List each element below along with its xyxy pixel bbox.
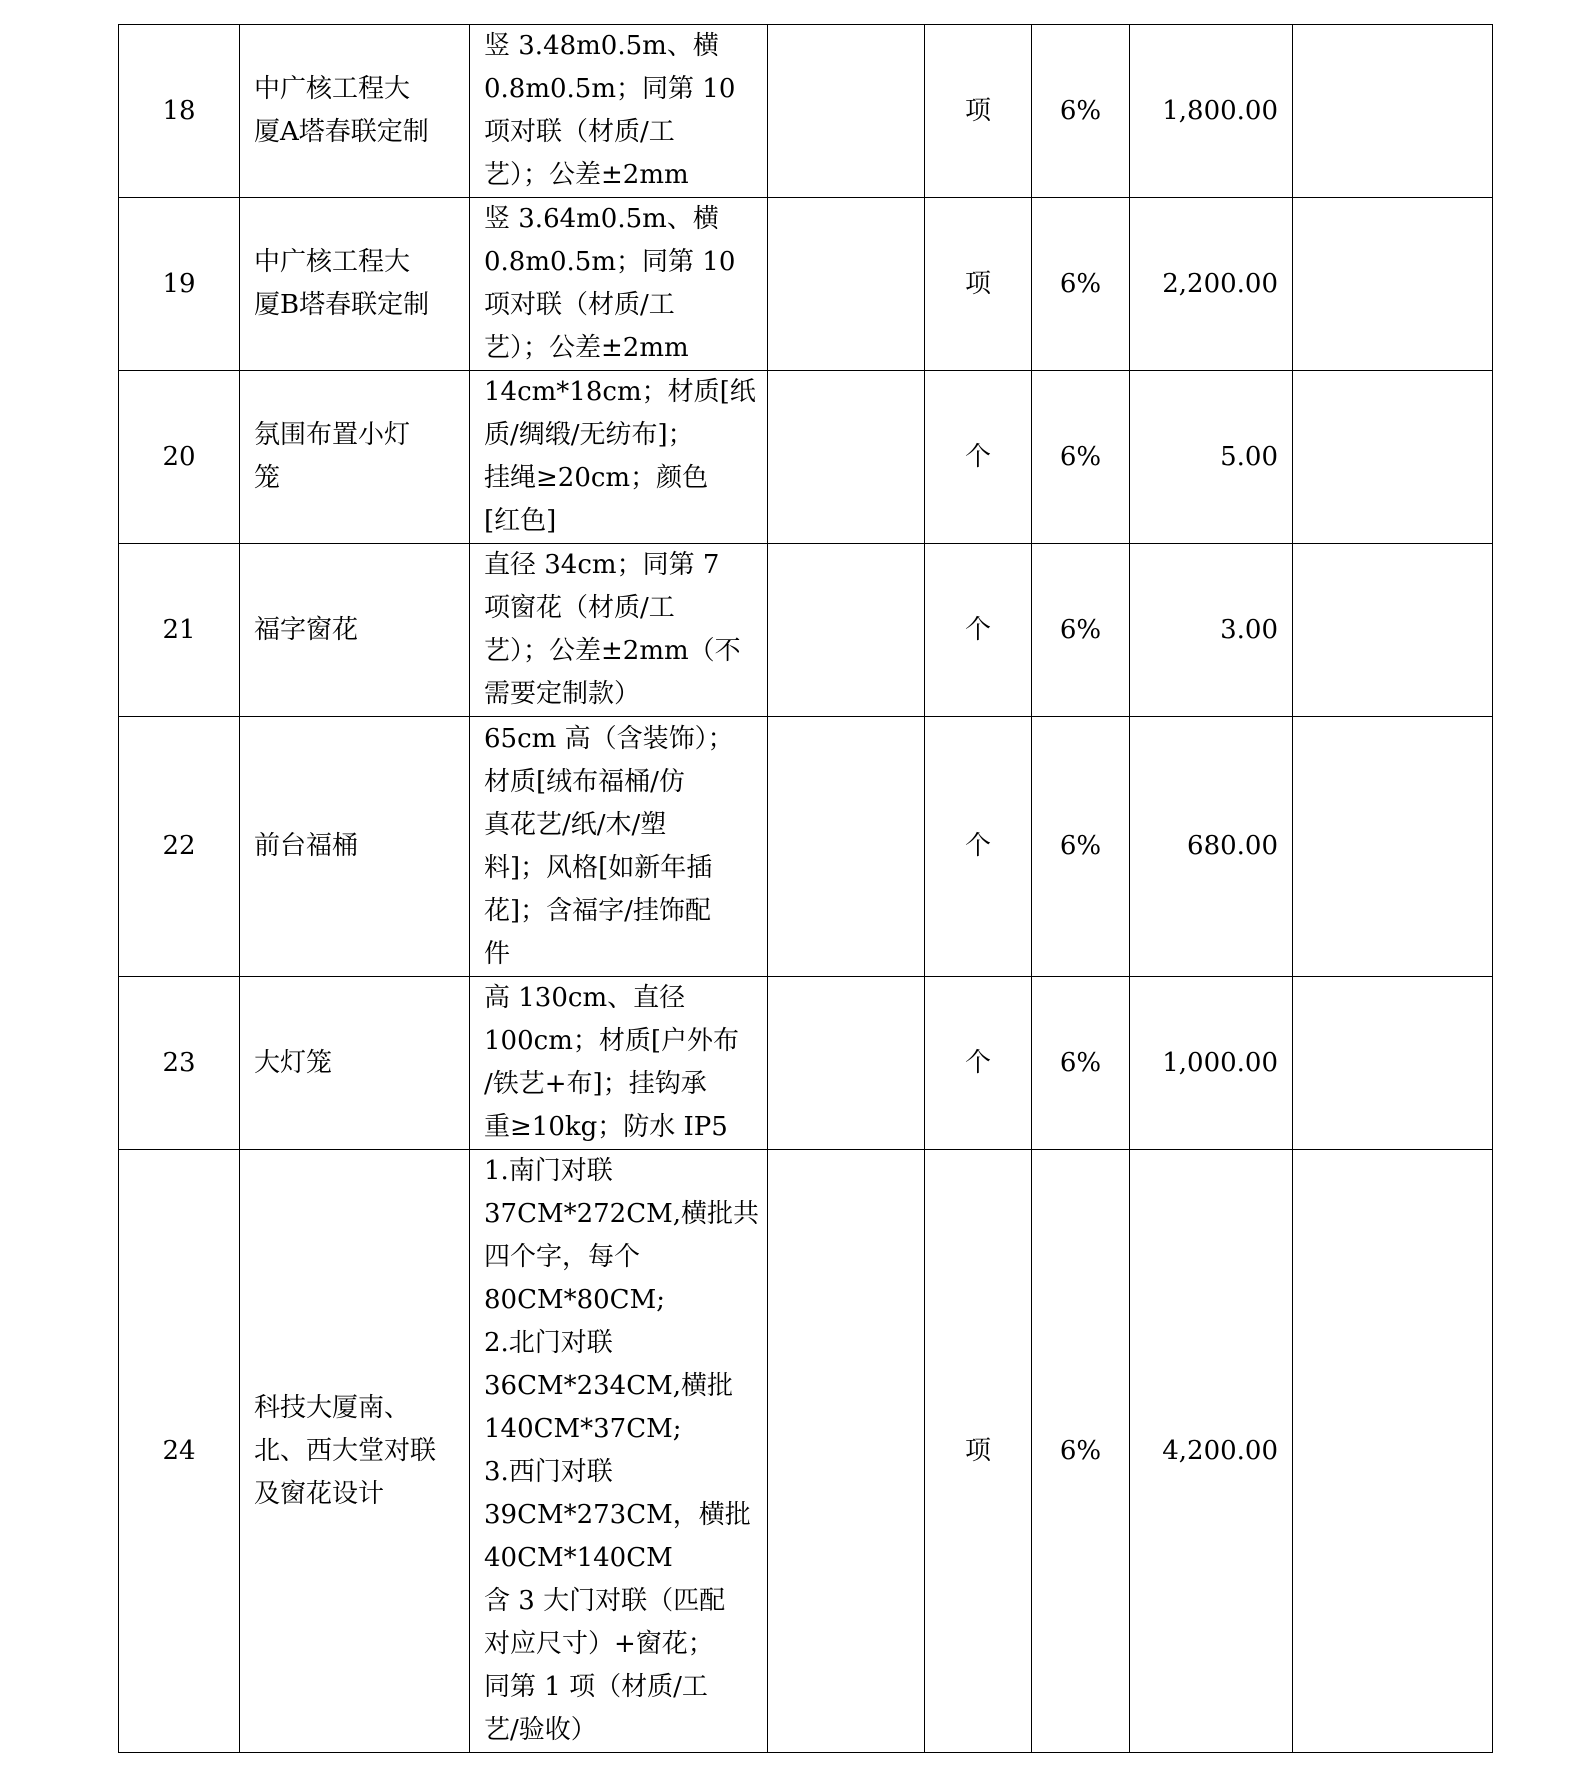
item-spec-cell-line: 高 130cm、直径 xyxy=(484,983,686,1013)
item-spec-cell-line: 质/绸缎/无纺布]； xyxy=(484,420,694,450)
amount-cell-text: 5.00 xyxy=(1220,441,1279,472)
unit-cell-text: 个 xyxy=(965,614,992,645)
item-name-cell-line: 中广核工程大 xyxy=(254,74,411,104)
item-spec-cell-line: 0.8m0.5m；同第 10 xyxy=(484,74,736,104)
item-name-cell-line: 厦B塔春联定制 xyxy=(254,290,430,320)
item-spec-cell-line: 项窗花（材质/工 xyxy=(484,593,675,623)
item-spec-cell-line: 真花艺/纸/木/塑 xyxy=(484,809,667,840)
tax-rate-cell-text: 6% xyxy=(1059,1047,1102,1078)
item-spec-cell-line: 1.南门对联 xyxy=(484,1156,613,1186)
item-spec-cell-line: 材质[绒布福桶/仿 xyxy=(484,766,685,797)
unit-cell xyxy=(925,1150,1032,1753)
item-name-cell xyxy=(240,198,470,371)
tax-rate-cell xyxy=(1032,977,1130,1150)
table-row xyxy=(119,1150,1493,1753)
item-spec-cell-line: 挂绳≥20cm；颜色 xyxy=(484,463,709,493)
amount-cell-text: 4,200.00 xyxy=(1162,1435,1279,1466)
item-spec-cell-line: 2.北门对联 xyxy=(484,1328,613,1358)
blank-cell xyxy=(768,977,925,1150)
quote-table xyxy=(118,24,1493,1753)
table-row xyxy=(119,198,1493,371)
item-name-cell-line: 及窗花设计 xyxy=(254,1478,385,1509)
row-number-cell-text: 19 xyxy=(162,268,196,299)
row-number-cell-text: 20 xyxy=(162,441,196,472)
item-name-cell xyxy=(240,544,470,717)
remark-cell xyxy=(1293,371,1493,544)
item-spec-cell-line: 对应尺寸）+窗花； xyxy=(484,1629,714,1659)
tax-rate-cell-text: 6% xyxy=(1059,268,1102,299)
amount-cell-text: 3.00 xyxy=(1220,614,1279,645)
unit-cell xyxy=(925,544,1032,717)
tax-rate-cell xyxy=(1032,198,1130,371)
item-spec-cell-line: 艺）；公差±2mm xyxy=(484,333,689,363)
item-name-cell xyxy=(240,1150,470,1753)
amount-cell xyxy=(1130,25,1293,198)
amount-cell xyxy=(1130,977,1293,1150)
item-name-cell-line: 北、西大堂对联 xyxy=(254,1435,437,1466)
tax-rate-cell-text: 6% xyxy=(1059,614,1102,645)
row-number-cell xyxy=(119,198,240,371)
table-row xyxy=(119,717,1493,977)
item-spec-cell-line: 艺/验收） xyxy=(484,1715,597,1745)
tax-rate-cell xyxy=(1032,717,1130,977)
item-name-cell-line: 科技大厦南、 xyxy=(254,1392,411,1423)
item-spec-cell-line: 39CM*273CM，横批 xyxy=(484,1500,751,1530)
blank-cell xyxy=(768,371,925,544)
unit-cell xyxy=(925,25,1032,198)
tax-rate-cell xyxy=(1032,1150,1130,1753)
item-name-cell-line: 氛围布置小灯 xyxy=(254,420,411,450)
table-row xyxy=(119,25,1493,198)
item-spec-cell xyxy=(470,1150,768,1753)
tax-rate-cell-text: 6% xyxy=(1059,95,1102,126)
item-spec-cell-line: 100cm；材质[户外布 xyxy=(484,1026,739,1056)
row-number-cell-text: 18 xyxy=(162,95,196,126)
item-spec-cell-line: 含 3 大门对联（匹配 xyxy=(484,1586,726,1616)
item-spec-cell-line: [红色] xyxy=(484,506,557,536)
blank-cell xyxy=(768,544,925,717)
item-spec-cell-line: 3.西门对联 xyxy=(484,1457,613,1487)
item-spec-cell-line: 件 xyxy=(484,938,511,969)
blank-cell xyxy=(768,25,925,198)
blank-cell xyxy=(768,1150,925,1753)
tax-rate-cell-text: 6% xyxy=(1059,441,1102,472)
row-number-cell xyxy=(119,977,240,1150)
amount-cell-text: 1,800.00 xyxy=(1162,95,1279,126)
item-spec-cell xyxy=(470,25,768,198)
item-name-cell-line: 大灯笼 xyxy=(254,1047,333,1078)
row-number-cell-text: 23 xyxy=(162,1047,196,1078)
amount-cell-text: 680.00 xyxy=(1187,831,1279,861)
amount-cell xyxy=(1130,198,1293,371)
unit-cell-text: 个 xyxy=(965,441,992,472)
remark-cell xyxy=(1293,25,1493,198)
item-name-cell-line: 中广核工程大 xyxy=(254,247,411,277)
table-body xyxy=(119,25,1493,1753)
item-spec-cell-line: /铁艺+布]；挂钩承 xyxy=(484,1069,707,1099)
tax-rate-cell xyxy=(1032,544,1130,717)
item-spec-cell-line: 项对联（材质/工 xyxy=(484,117,675,147)
amount-cell xyxy=(1130,717,1293,977)
item-name-cell xyxy=(240,977,470,1150)
row-number-cell xyxy=(119,25,240,198)
item-spec-cell xyxy=(470,977,768,1150)
amount-cell xyxy=(1130,544,1293,717)
table-row xyxy=(119,544,1493,717)
unit-cell xyxy=(925,717,1032,977)
item-spec-cell-line: 花]；含福字/挂饰配 xyxy=(484,895,711,926)
table-row xyxy=(119,977,1493,1150)
unit-cell-text: 项 xyxy=(965,268,992,299)
item-spec-cell-line: 重≥10kg；防水 IP5 xyxy=(484,1112,728,1142)
item-spec-cell xyxy=(470,544,768,717)
row-number-cell xyxy=(119,1150,240,1753)
item-spec-cell xyxy=(470,371,768,544)
item-spec-cell-line: 40CM*140CM xyxy=(484,1543,673,1573)
remark-cell xyxy=(1293,198,1493,371)
remark-cell xyxy=(1293,544,1493,717)
remark-cell xyxy=(1293,977,1493,1150)
item-spec-cell xyxy=(470,198,768,371)
remark-cell xyxy=(1293,1150,1493,1753)
item-name-cell-line: 厦A塔春联定制 xyxy=(254,117,429,147)
item-spec-cell-line: 艺）；公差±2mm（不 xyxy=(484,636,741,666)
row-number-cell xyxy=(119,544,240,717)
item-name-cell-line: 笼 xyxy=(254,463,281,493)
item-spec-cell-line: 80CM*80CM; xyxy=(484,1285,665,1315)
unit-cell-text: 项 xyxy=(965,95,992,126)
item-spec-cell-line: 竖 3.64m0.5m、横 xyxy=(484,204,719,234)
blank-cell xyxy=(768,717,925,977)
unit-cell-text: 个 xyxy=(965,831,992,861)
item-spec-cell-line: 需要定制款） xyxy=(484,679,641,709)
remark-cell xyxy=(1293,717,1493,977)
row-number-cell-text: 22 xyxy=(162,831,196,861)
item-spec-cell-line: 65cm 高（含装饰）； xyxy=(484,723,734,754)
row-number-cell xyxy=(119,717,240,977)
amount-cell-text: 1,000.00 xyxy=(1162,1047,1279,1078)
item-spec-cell-line: 四个字，每个 xyxy=(484,1242,641,1272)
amount-cell xyxy=(1130,371,1293,544)
tax-rate-cell xyxy=(1032,25,1130,198)
blank-cell xyxy=(768,198,925,371)
row-number-cell-text: 24 xyxy=(162,1435,196,1466)
item-spec-cell-line: 艺）；公差±2mm xyxy=(484,160,689,190)
item-spec-cell-line: 140CM*37CM; xyxy=(484,1414,682,1444)
tax-rate-cell xyxy=(1032,371,1130,544)
item-name-cell-line: 前台福桶 xyxy=(254,831,359,861)
item-spec-cell-line: 直径 34cm；同第 7 xyxy=(484,550,720,580)
item-spec-cell xyxy=(470,717,768,977)
item-spec-cell-line: 料]；风格[如新年插 xyxy=(484,852,713,883)
item-name-cell xyxy=(240,25,470,198)
unit-cell xyxy=(925,371,1032,544)
item-spec-cell-line: 竖 3.48m0.5m、横 xyxy=(484,31,719,61)
tax-rate-cell-text: 6% xyxy=(1059,1435,1102,1466)
unit-cell-text: 项 xyxy=(965,1435,992,1466)
row-number-cell xyxy=(119,371,240,544)
unit-cell xyxy=(925,977,1032,1150)
amount-cell xyxy=(1130,1150,1293,1753)
unit-cell-text: 个 xyxy=(965,1047,992,1078)
item-spec-cell-line: 36CM*234CM,横批 xyxy=(484,1371,734,1401)
item-spec-cell-line: 37CM*272CM,横批共 xyxy=(484,1199,760,1229)
row-number-cell-text: 21 xyxy=(162,614,196,645)
item-spec-cell-line: 14cm*18cm；材质[纸 xyxy=(484,377,756,407)
item-name-cell xyxy=(240,717,470,977)
unit-cell xyxy=(925,198,1032,371)
item-spec-cell-line: 项对联（材质/工 xyxy=(484,290,675,320)
item-name-cell xyxy=(240,371,470,544)
amount-cell-text: 2,200.00 xyxy=(1162,268,1279,299)
item-spec-cell-line: 同第 1 项（材质/工 xyxy=(484,1672,708,1702)
item-spec-cell-line: 0.8m0.5m；同第 10 xyxy=(484,247,736,277)
item-name-cell-line: 福字窗花 xyxy=(254,614,359,645)
tax-rate-cell-text: 6% xyxy=(1059,831,1102,861)
table-row xyxy=(119,371,1493,544)
